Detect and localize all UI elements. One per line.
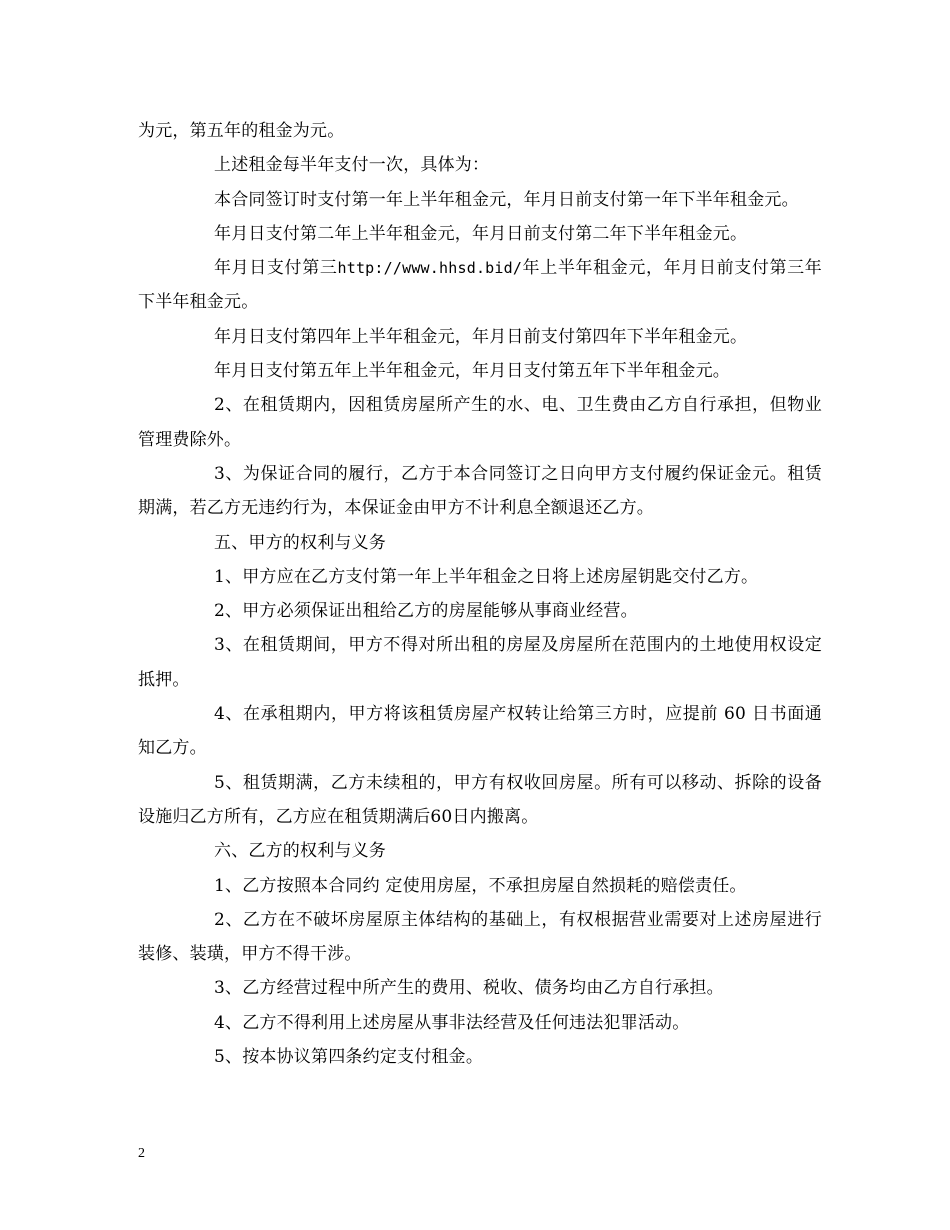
section-heading: 六、乙方的权利与义务: [214, 841, 386, 862]
paragraph: 年月日支付第二年上半年租金元，年月日前支付第二年下半年租金元。: [214, 223, 748, 244]
paragraph: 年月日支付第四年上半年租金元，年月日前支付第四年下半年租金元。: [214, 326, 748, 347]
paragraph: 本合同签订时支付第一年上半年租金元，年月日前支付第一年下半年租金元。: [214, 189, 799, 210]
paragraph: 5、按本协议第四条约定支付租金。: [214, 1047, 484, 1068]
paragraph: 5、租赁期满，乙方未续租的，甲方有权收回房屋。所有可以移动、拆除的设备设施归乙方所有，乙方应在租赁期满后60日内搬离。: [138, 772, 822, 827]
paragraph: 3、为保证合同的履行，乙方于本合同签订之日向甲方支付履约保证金元。租赁期满，若乙方无违约行为，本保证金由甲方不计利息全额退还乙方。: [138, 463, 822, 519]
paragraph-text: 年上半年租金元，年月日前支付第三年下半年租金元。: [138, 258, 822, 313]
section-heading: 五、甲方的权利与义务: [214, 532, 386, 553]
paragraph-with-link: [138, 251, 822, 320]
paragraph: 1、甲方应在乙方支付第一年上半年租金之日将上述房屋钥匙交付乙方。: [214, 566, 759, 587]
paragraph-text: 年月日支付第三: [214, 258, 338, 279]
paragraph: 3、在租赁期间，甲方不得对所出租的房屋及房屋所在范围内的土地使用权设定抵押。: [138, 635, 822, 690]
page-number: 2: [138, 1146, 145, 1161]
paragraph: 2、在租赁期内，因租赁房屋所产生的水、电、卫生费由乙方自行承担，但物业管理费除外。: [138, 395, 822, 450]
paragraph: 上述租金每半年支付一次，具体为：: [214, 155, 490, 176]
paragraph: 3、乙方经营过程中所产生的费用、税收、债务均由乙方自行承担。: [214, 978, 724, 999]
url-link[interactable]: http://www.hhsd.bid/: [337, 259, 523, 278]
paragraph: 4、在承租期内，甲方将该租赁房屋产权转让给第三方时，应提前 60 日书面通知乙方。: [138, 704, 822, 759]
paragraph: 4、乙方不得利用上述房屋从事非法经营及任何违法犯罪活动。: [214, 1012, 690, 1033]
paragraph: 1、乙方按照本合同约 定使用房屋，不承担房屋自然损耗的赔偿责任。: [214, 875, 747, 896]
paragraph: 2、甲方必须保证出租给乙方的房屋能够从事商业经营。: [214, 601, 638, 622]
paragraph: 2、乙方在不破坏房屋原主体结构的基础上，有权根据营业需要对上述房屋进行装修、装璜，甲方不得干涉。: [138, 909, 822, 965]
paragraph: 年月日支付第五年上半年租金元，年月日支付第五年下半年租金元。: [214, 361, 730, 382]
document-body: [138, 114, 822, 1074]
paragraph: 为元，第五年的租金为元。: [138, 121, 345, 141]
